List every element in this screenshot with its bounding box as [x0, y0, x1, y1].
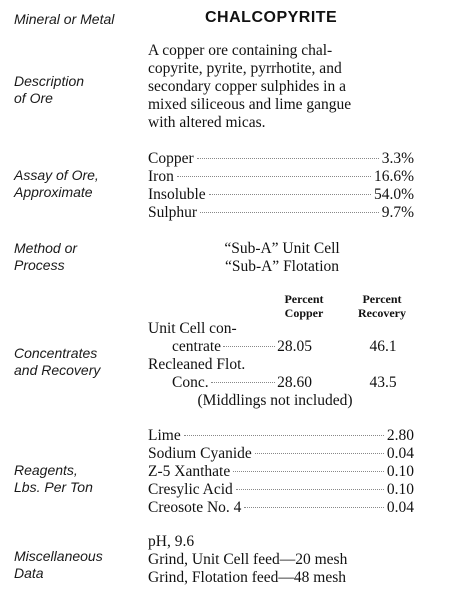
description-line: with altered micas.	[148, 114, 266, 131]
description-line: secondary copper sulphides in a	[148, 78, 346, 95]
misc-line: Grind, Unit Cell feed—20 mesh	[148, 551, 348, 568]
misc-line: pH, 9.6	[148, 533, 195, 550]
assay-row: Insoluble 54.0%	[148, 186, 414, 203]
description-line: mixed siliceous and lime gangue	[148, 96, 352, 113]
unit-cell-copper: 28.05	[277, 338, 312, 355]
description-line: A copper ore containing chal-	[148, 42, 333, 59]
mineral-title: CHALCOPYRITE	[205, 9, 338, 26]
reagent-row: Creosote No. 4 0.04	[148, 499, 414, 516]
unit-cell-row: centrate 28.05	[172, 338, 312, 355]
description-label: Description of Ore	[14, 73, 85, 106]
recleaned-row: Conc. 28.60	[172, 374, 312, 391]
reagents-label: Reagents, Lbs. Per Ton	[14, 462, 93, 495]
recleaned-copper: 28.60	[277, 374, 312, 391]
unit-cell-recovery: 46.1	[369, 338, 397, 355]
column-header-recovery: Percent Recovery	[358, 292, 406, 320]
assay-row: Sulphur 9.7%	[148, 204, 414, 221]
method-line: “Sub-A” Unit Cell	[224, 240, 340, 257]
misc-line: Grind, Flotation feed—48 mesh	[148, 569, 347, 586]
recleaned-label: Recleaned Flot.	[148, 356, 246, 373]
description-line: copyrite, pyrite, pyrrhotite, and	[148, 60, 342, 77]
method-line: “Sub-A” Flotation	[224, 258, 340, 275]
assay-row: Iron 16.6%	[148, 168, 414, 185]
column-header-copper: Percent Copper	[284, 292, 324, 320]
mineral-label: Mineral or Metal	[14, 11, 115, 27]
unit-cell-label: Unit Cell con-	[148, 320, 237, 337]
method-label: Method or Process	[14, 240, 78, 273]
description-text	[148, 42, 416, 132]
misc-label: Miscellaneous Data	[14, 548, 103, 581]
reagent-row: Sodium Cyanide 0.04	[148, 445, 414, 462]
reagent-row: Cresylic Acid 0.10	[148, 481, 414, 498]
assay-row: Copper 3.3%	[148, 150, 414, 167]
recleaned-recovery: 43.5	[369, 374, 397, 391]
reagent-row: Lime 2.80	[148, 427, 414, 444]
reagent-row: Z-5 Xanthate 0.10	[148, 463, 414, 480]
assay-label: Assay of Ore, Approximate	[14, 167, 99, 200]
concentrates-label: Concentrates and Recovery	[14, 345, 101, 378]
middlings-note: (Middlings not included)	[197, 392, 353, 409]
